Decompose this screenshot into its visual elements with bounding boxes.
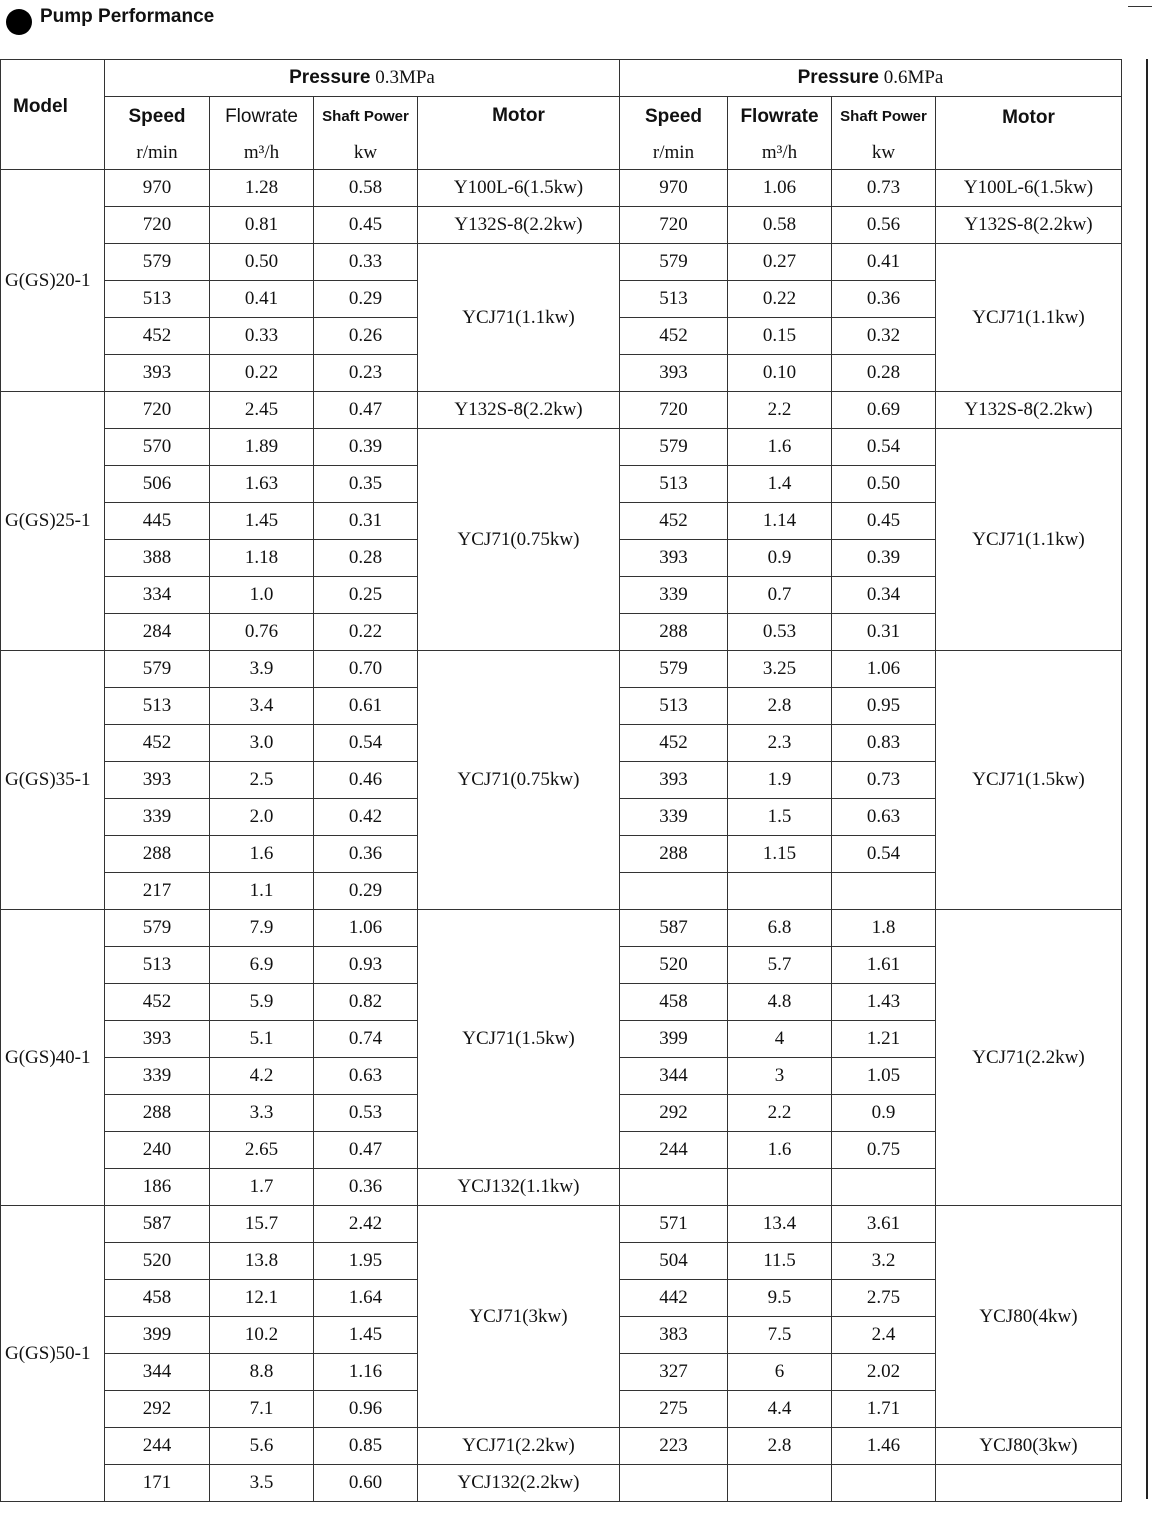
flowrate-cell: 1.6 [210, 836, 314, 873]
shaft-power-cell: 0.69 [832, 392, 936, 429]
speed-cell: 339 [105, 799, 210, 836]
flowrate-cell: 11.5 [728, 1243, 832, 1280]
speed-cell: 452 [620, 503, 728, 540]
motor-cell: YCJ71(1.1kw) [936, 244, 1122, 392]
speed-cell: 339 [620, 577, 728, 614]
speed-cell: 284 [105, 614, 210, 651]
motor-cell: YCJ71(1.5kw) [936, 651, 1122, 910]
speed-cell: 452 [620, 318, 728, 355]
speed-cell: 570 [105, 429, 210, 466]
flowrate-cell: 3.9 [210, 651, 314, 688]
motor-cell: Y132S-8(2.2kw) [936, 392, 1122, 429]
right-edge-line [1146, 59, 1148, 1499]
shaft-power-cell: 0.73 [832, 170, 936, 207]
flowrate-cell: 0.81 [210, 207, 314, 244]
flowrate-cell: 1.5 [728, 799, 832, 836]
speed-cell: 579 [620, 429, 728, 466]
flowrate-cell: 1.7 [210, 1169, 314, 1206]
speed-cell: 513 [620, 688, 728, 725]
flowrate-cell: 4.4 [728, 1391, 832, 1428]
speed-cell: 327 [620, 1354, 728, 1391]
speed-cell: 288 [620, 836, 728, 873]
motor-cell [936, 1465, 1122, 1502]
speed-cell: 393 [105, 1021, 210, 1058]
table-row [1, 392, 1122, 429]
flowrate-cell: 7.1 [210, 1391, 314, 1428]
speed-cell: 223 [620, 1428, 728, 1465]
shaft-power-cell: 0.60 [314, 1465, 418, 1502]
shaft-power-cell: 0.29 [314, 281, 418, 318]
flowrate-cell: 10.2 [210, 1317, 314, 1354]
speed-cell: 506 [105, 466, 210, 503]
speed-cell: 587 [620, 910, 728, 947]
shaft-power-cell: 0.50 [832, 466, 936, 503]
flowrate-cell: 3 [728, 1058, 832, 1095]
shaft-power-cell: 0.33 [314, 244, 418, 281]
shaft-power-cell: 2.42 [314, 1206, 418, 1243]
flowrate-cell: 6.8 [728, 910, 832, 947]
flowrate-cell: 1.6 [728, 429, 832, 466]
flowrate-header-a: Flowrate [210, 97, 314, 137]
flowrate-cell: 15.7 [210, 1206, 314, 1243]
speed-cell: 442 [620, 1280, 728, 1317]
motor-cell: YCJ71(2.2kw) [936, 910, 1122, 1206]
shaft-power-cell: 0.36 [314, 1169, 418, 1206]
shaft-power-cell: 0.41 [832, 244, 936, 281]
flowrate-cell: 1.63 [210, 466, 314, 503]
speed-unit-b: r/min [620, 137, 728, 170]
speed-cell: 513 [105, 688, 210, 725]
speed-header-a: Speed [105, 97, 210, 137]
speed-cell: 513 [105, 947, 210, 984]
table-row [1, 1465, 1122, 1502]
speed-cell: 513 [105, 281, 210, 318]
shaft-power-cell: 0.54 [314, 725, 418, 762]
shaft-power-cell [832, 1169, 936, 1206]
flowrate-cell: 5.1 [210, 1021, 314, 1058]
flowrate-cell: 3.5 [210, 1465, 314, 1502]
pressure-label-b: Pressure [797, 67, 879, 88]
speed-cell: 458 [105, 1280, 210, 1317]
speed-cell: 513 [620, 466, 728, 503]
page-title [6, 4, 214, 34]
shaft-power-cell: 1.46 [832, 1428, 936, 1465]
flowrate-header-b: Flowrate [728, 97, 832, 137]
flowrate-cell: 0.7 [728, 577, 832, 614]
shaft-power-cell: 1.71 [832, 1391, 936, 1428]
flowrate-cell: 6 [728, 1354, 832, 1391]
speed-cell: 579 [105, 910, 210, 947]
bullet-dot-icon [6, 9, 32, 35]
flowrate-cell: 7.5 [728, 1317, 832, 1354]
speed-cell: 720 [620, 392, 728, 429]
speed-cell: 288 [105, 836, 210, 873]
shaft-power-cell: 0.61 [314, 688, 418, 725]
flowrate-cell: 0.53 [728, 614, 832, 651]
motor-cell: YCJ71(2.2kw) [418, 1428, 620, 1465]
motor-cell: YCJ71(1.5kw) [418, 910, 620, 1169]
speed-cell: 393 [620, 355, 728, 392]
shaft-power-cell: 0.96 [314, 1391, 418, 1428]
speed-cell: 393 [105, 355, 210, 392]
speed-cell: 393 [620, 762, 728, 799]
flowrate-cell: 1.28 [210, 170, 314, 207]
flow-unit-b: m³/h [728, 137, 832, 170]
power-unit-a: kw [314, 137, 418, 170]
flowrate-cell: 0.58 [728, 207, 832, 244]
shaft-power-cell: 0.36 [314, 836, 418, 873]
speed-cell: 458 [620, 984, 728, 1021]
motor-cell: YCJ80(3kw) [936, 1428, 1122, 1465]
speed-cell: 240 [105, 1132, 210, 1169]
speed-cell: 288 [105, 1095, 210, 1132]
speed-cell: 579 [105, 651, 210, 688]
shaft-power-cell: 1.16 [314, 1354, 418, 1391]
page-title-text: Pump Performance [40, 6, 215, 27]
flowrate-cell: 3.3 [210, 1095, 314, 1132]
flowrate-cell: 1.06 [728, 170, 832, 207]
speed-cell: 339 [105, 1058, 210, 1095]
shaft-power-cell: 1.8 [832, 910, 936, 947]
pressure-value-a: 0.3MPa [375, 67, 435, 88]
flowrate-cell [728, 873, 832, 910]
flowrate-cell: 5.7 [728, 947, 832, 984]
shaft-power-cell: 1.06 [314, 910, 418, 947]
speed-cell: 452 [105, 318, 210, 355]
shaft-power-cell: 0.46 [314, 762, 418, 799]
pressure-value-b: 0.6MPa [883, 67, 944, 88]
shaft-power-cell: 0.31 [832, 614, 936, 651]
motor-cell: YCJ71(1.1kw) [936, 429, 1122, 651]
flowrate-cell: 2.2 [728, 392, 832, 429]
flowrate-cell: 13.4 [728, 1206, 832, 1243]
flow-unit-a: m³/h [210, 137, 314, 170]
motor-cell: Y132S-8(2.2kw) [418, 207, 620, 244]
shaft-power-cell: 0.95 [832, 688, 936, 725]
shaft-power-cell: 0.54 [832, 429, 936, 466]
speed-cell: 579 [620, 651, 728, 688]
table-row [1, 244, 1122, 281]
speed-cell: 452 [105, 984, 210, 1021]
flowrate-cell: 1.6 [728, 1132, 832, 1169]
flowrate-cell: 3.4 [210, 688, 314, 725]
shaft-power-cell: 0.34 [832, 577, 936, 614]
shaft-power-cell: 0.25 [314, 577, 418, 614]
shaft-power-cell: 0.82 [314, 984, 418, 1021]
speed-cell: 720 [620, 207, 728, 244]
table-body [1, 170, 1122, 1502]
shaft-power-cell: 1.64 [314, 1280, 418, 1317]
speed-cell: 520 [105, 1243, 210, 1280]
shaft-power-cell: 0.85 [314, 1428, 418, 1465]
corner-line [1128, 6, 1152, 7]
shaft-power-cell: 2.75 [832, 1280, 936, 1317]
shaft-power-header-b: Shaft Power [832, 97, 936, 137]
model-cell: G(GS)50-1 [1, 1206, 105, 1502]
flowrate-cell: 2.8 [728, 688, 832, 725]
speed-cell [620, 1169, 728, 1206]
model-cell: G(GS)40-1 [1, 910, 105, 1206]
model-cell: G(GS)20-1 [1, 170, 105, 392]
flowrate-cell: 0.50 [210, 244, 314, 281]
flowrate-cell: 1.0 [210, 577, 314, 614]
shaft-power-cell: 3.2 [832, 1243, 936, 1280]
motor-cell: YCJ71(0.75kw) [418, 429, 620, 651]
flowrate-cell [728, 1465, 832, 1502]
speed-cell: 244 [105, 1428, 210, 1465]
shaft-power-cell: 0.35 [314, 466, 418, 503]
flowrate-cell: 0.9 [728, 540, 832, 577]
pressure-label-a: Pressure [289, 67, 371, 88]
shaft-power-cell: 0.45 [832, 503, 936, 540]
table-row [1, 1206, 1122, 1243]
motor-cell: YCJ71(3kw) [418, 1206, 620, 1428]
flowrate-cell: 2.5 [210, 762, 314, 799]
speed-cell: 288 [620, 614, 728, 651]
flowrate-cell: 0.76 [210, 614, 314, 651]
speed-cell: 244 [620, 1132, 728, 1169]
power-unit-b: kw [832, 137, 936, 170]
flowrate-cell: 4 [728, 1021, 832, 1058]
flowrate-cell [728, 1169, 832, 1206]
shaft-power-cell: 2.4 [832, 1317, 936, 1354]
shaft-power-cell: 0.42 [314, 799, 418, 836]
speed-cell: 452 [620, 725, 728, 762]
model-header: Model [1, 60, 105, 170]
shaft-power-cell: 0.54 [832, 836, 936, 873]
shaft-power-cell [832, 873, 936, 910]
flowrate-cell: 2.65 [210, 1132, 314, 1169]
flowrate-cell: 12.1 [210, 1280, 314, 1317]
flowrate-cell: 2.0 [210, 799, 314, 836]
speed-cell: 275 [620, 1391, 728, 1428]
shaft-power-cell: 1.06 [832, 651, 936, 688]
speed-cell: 579 [105, 244, 210, 281]
speed-cell: 720 [105, 207, 210, 244]
flowrate-cell: 1.18 [210, 540, 314, 577]
speed-unit-a: r/min [105, 137, 210, 170]
shaft-power-cell: 0.83 [832, 725, 936, 762]
shaft-power-cell: 0.74 [314, 1021, 418, 1058]
shaft-power-cell: 3.61 [832, 1206, 936, 1243]
speed-cell: 344 [105, 1354, 210, 1391]
speed-cell: 383 [620, 1317, 728, 1354]
table-row [1, 429, 1122, 466]
flowrate-cell: 3.25 [728, 651, 832, 688]
flowrate-cell: 0.10 [728, 355, 832, 392]
speed-cell: 452 [105, 725, 210, 762]
table-row [1, 651, 1122, 688]
flowrate-cell: 9.5 [728, 1280, 832, 1317]
shaft-power-cell: 0.39 [314, 429, 418, 466]
shaft-power-cell: 1.45 [314, 1317, 418, 1354]
table-row [1, 170, 1122, 207]
speed-cell [620, 1465, 728, 1502]
flowrate-cell: 5.9 [210, 984, 314, 1021]
flowrate-cell: 3.0 [210, 725, 314, 762]
speed-cell: 587 [105, 1206, 210, 1243]
shaft-power-cell: 0.47 [314, 392, 418, 429]
flowrate-cell: 4.8 [728, 984, 832, 1021]
shaft-power-cell: 0.28 [314, 540, 418, 577]
flowrate-cell: 6.9 [210, 947, 314, 984]
motor-cell: Y132S-8(2.2kw) [418, 392, 620, 429]
pump-performance-table [0, 59, 1122, 1502]
speed-cell: 334 [105, 577, 210, 614]
flowrate-cell: 0.15 [728, 318, 832, 355]
speed-cell: 579 [620, 244, 728, 281]
flowrate-cell: 1.15 [728, 836, 832, 873]
flowrate-cell: 2.2 [728, 1095, 832, 1132]
flowrate-cell: 0.27 [728, 244, 832, 281]
shaft-power-cell: 1.21 [832, 1021, 936, 1058]
shaft-power-cell: 0.63 [832, 799, 936, 836]
flowrate-cell: 8.8 [210, 1354, 314, 1391]
speed-cell: 720 [105, 392, 210, 429]
table-header [1, 60, 1122, 170]
shaft-power-header-a: Shaft Power [314, 97, 418, 137]
shaft-power-cell: 0.63 [314, 1058, 418, 1095]
motor-cell: YCJ132(2.2kw) [418, 1465, 620, 1502]
flowrate-cell: 7.9 [210, 910, 314, 947]
flowrate-cell: 1.1 [210, 873, 314, 910]
flowrate-cell: 1.4 [728, 466, 832, 503]
shaft-power-cell: 1.05 [832, 1058, 936, 1095]
motor-cell: YCJ71(1.1kw) [418, 244, 620, 392]
flowrate-cell: 1.14 [728, 503, 832, 540]
model-cell: G(GS)35-1 [1, 651, 105, 910]
motor-header-a: Motor [418, 97, 620, 170]
table-row [1, 1428, 1122, 1465]
shaft-power-cell: 0.93 [314, 947, 418, 984]
speed-cell: 399 [620, 1021, 728, 1058]
shaft-power-cell: 0.45 [314, 207, 418, 244]
motor-cell: Y132S-8(2.2kw) [936, 207, 1122, 244]
flowrate-cell: 0.22 [210, 355, 314, 392]
flowrate-cell: 1.9 [728, 762, 832, 799]
flowrate-cell: 13.8 [210, 1243, 314, 1280]
shaft-power-cell: 1.43 [832, 984, 936, 1021]
table-row [1, 207, 1122, 244]
speed-cell: 393 [105, 762, 210, 799]
flowrate-cell: 0.41 [210, 281, 314, 318]
shaft-power-cell: 0.28 [832, 355, 936, 392]
flowrate-cell: 2.3 [728, 725, 832, 762]
flowrate-cell: 5.6 [210, 1428, 314, 1465]
motor-cell: Y100L-6(1.5kw) [936, 170, 1122, 207]
shaft-power-cell: 0.75 [832, 1132, 936, 1169]
shaft-power-cell: 0.53 [314, 1095, 418, 1132]
flowrate-cell: 0.33 [210, 318, 314, 355]
speed-cell: 171 [105, 1465, 210, 1502]
speed-cell: 388 [105, 540, 210, 577]
flowrate-cell: 1.89 [210, 429, 314, 466]
motor-cell: Y100L-6(1.5kw) [418, 170, 620, 207]
flowrate-cell: 0.22 [728, 281, 832, 318]
speed-cell: 292 [105, 1391, 210, 1428]
speed-cell: 339 [620, 799, 728, 836]
shaft-power-cell: 1.61 [832, 947, 936, 984]
flowrate-cell: 2.8 [728, 1428, 832, 1465]
shaft-power-cell: 0.70 [314, 651, 418, 688]
speed-cell: 571 [620, 1206, 728, 1243]
speed-cell: 513 [620, 281, 728, 318]
speed-cell: 399 [105, 1317, 210, 1354]
shaft-power-cell: 0.36 [832, 281, 936, 318]
pressure-header-b [620, 60, 1122, 97]
flowrate-cell: 1.45 [210, 503, 314, 540]
shaft-power-cell: 0.73 [832, 762, 936, 799]
shaft-power-cell: 1.95 [314, 1243, 418, 1280]
shaft-power-cell: 0.56 [832, 207, 936, 244]
speed-cell: 186 [105, 1169, 210, 1206]
pressure-header-a [105, 60, 620, 97]
motor-cell: YCJ132(1.1kw) [418, 1169, 620, 1206]
shaft-power-cell: 2.02 [832, 1354, 936, 1391]
flowrate-cell: 2.45 [210, 392, 314, 429]
shaft-power-cell: 0.23 [314, 355, 418, 392]
flowrate-cell: 4.2 [210, 1058, 314, 1095]
motor-cell: YCJ80(4kw) [936, 1206, 1122, 1428]
shaft-power-cell: 0.29 [314, 873, 418, 910]
motor-cell: YCJ71(0.75kw) [418, 651, 620, 910]
shaft-power-cell: 0.58 [314, 170, 418, 207]
speed-cell: 393 [620, 540, 728, 577]
shaft-power-cell: 0.9 [832, 1095, 936, 1132]
speed-cell: 445 [105, 503, 210, 540]
speed-header-b: Speed [620, 97, 728, 137]
shaft-power-cell: 0.32 [832, 318, 936, 355]
shaft-power-cell: 0.39 [832, 540, 936, 577]
speed-cell: 217 [105, 873, 210, 910]
speed-cell: 970 [105, 170, 210, 207]
shaft-power-cell: 0.47 [314, 1132, 418, 1169]
model-cell: G(GS)25-1 [1, 392, 105, 651]
speed-cell: 970 [620, 170, 728, 207]
speed-cell: 292 [620, 1095, 728, 1132]
shaft-power-cell: 0.22 [314, 614, 418, 651]
speed-cell: 344 [620, 1058, 728, 1095]
shaft-power-cell: 0.26 [314, 318, 418, 355]
shaft-power-cell [832, 1465, 936, 1502]
table-row [1, 910, 1122, 947]
speed-cell: 520 [620, 947, 728, 984]
motor-header-b: Motor [936, 97, 1122, 170]
speed-cell [620, 873, 728, 910]
shaft-power-cell: 0.31 [314, 503, 418, 540]
speed-cell: 504 [620, 1243, 728, 1280]
